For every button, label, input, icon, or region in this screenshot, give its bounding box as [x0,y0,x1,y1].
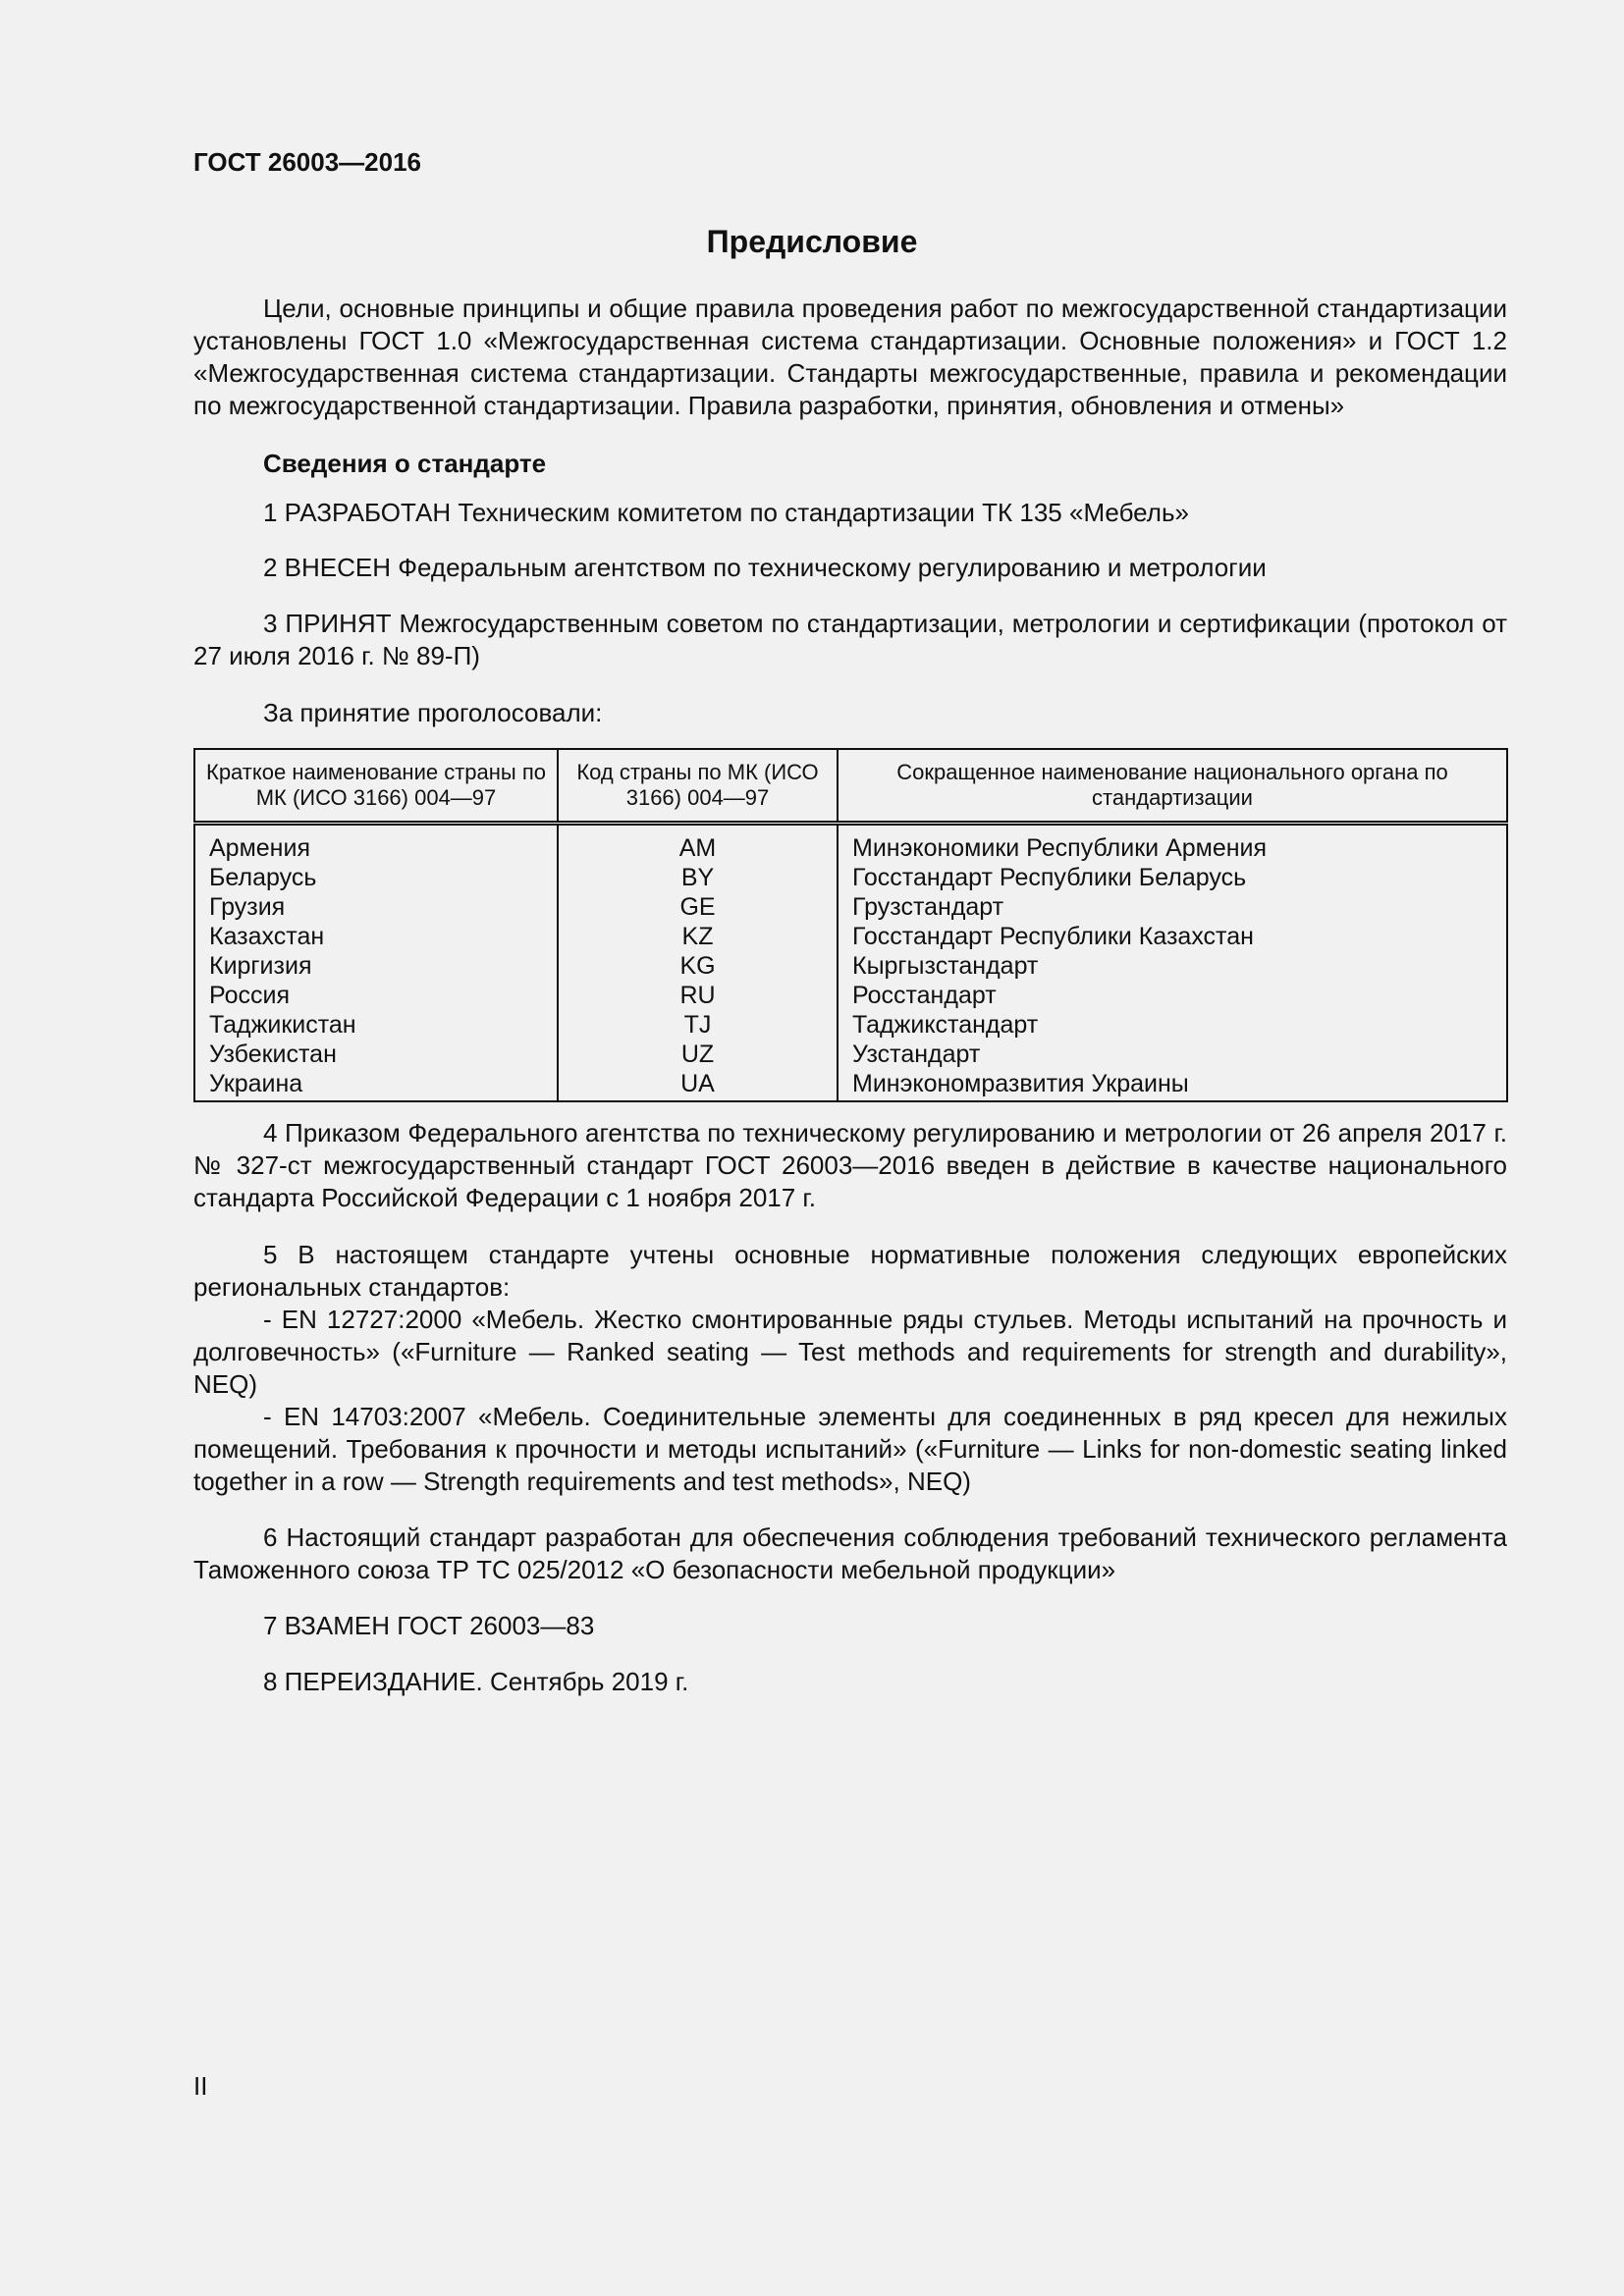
item-introduced: 2 ВНЕСЕН Федеральным агентством по техническому регулированию и метрологии [263,553,1267,582]
agency-cell: Грузстандарт [838,892,1507,922]
code-cell: UA [558,1069,838,1101]
code-cell: UZ [558,1040,838,1069]
code-cell: TJ [558,1010,838,1040]
agency-cell: Минэкономики Республики Армения [838,824,1507,864]
country-cell: Таджикистан [194,1010,558,1040]
code-cell: GE [558,892,838,922]
votes-table-wrap [193,748,1508,1102]
header-agency: Сокращенное наименование национального органа по стандартизации [838,749,1507,824]
country-cell: Узбекистан [194,1040,558,1069]
table-row [194,951,1507,981]
item-5-block [193,1239,1507,1498]
page-number: II [193,2071,208,2101]
agency-cell: Таджикстандарт [838,1010,1507,1040]
country-cell: Беларусь [194,863,558,892]
code-cell: BY [558,863,838,892]
country-cell: Украина [194,1069,558,1101]
agency-cell: Кыргызстандарт [838,951,1507,981]
voted-label-block [193,697,1507,729]
intro-block [193,293,1507,422]
item-en12727: - EN 12727:2000 «Мебель. Жестко смонтированные ряды стульев. Методы испытаний на прочность и долговечность» («Furniture — Ranked seating — Test methods and requirements for strength and durability», NEQ) [193,1305,1507,1399]
item-7-block [193,1610,1507,1642]
country-cell: Армения [194,824,558,864]
item-en14703: - EN 14703:2007 «Мебель. Соединительные элементы для соединенных в ряд кресел для нежилых помещений. Требования к прочности и методы испытаний» («Furniture — Links for non-domestic seating linked together in a row — Strength requirements and test methods», NEQ) [193,1402,1507,1496]
info-heading: Сведения о стандарте [263,449,547,478]
item-purpose: 6 Настоящий стандарт разработан для обеспечения соблюдения требований технического регламента Таможенного союза ТР ТС 025/2012 «О безопасности мебельной продукции» [193,1522,1507,1584]
item-3-block [193,608,1507,672]
table-row [194,981,1507,1010]
code-cell: AM [558,824,838,864]
item-1-block [193,497,1507,529]
code-cell: KZ [558,922,838,951]
table-row [194,863,1507,892]
item-european-intro: 5 В настоящем стандарте учтены основные нормативные положения следующих европейских региональных стандартов: [193,1240,1507,1302]
agency-cell: Росстандарт [838,981,1507,1010]
item-reissue: 8 ПЕРЕИЗДАНИЕ. Сентябрь 2019 г. [263,1667,689,1696]
code-cell: KG [558,951,838,981]
item-replaces: 7 ВЗАМЕН ГОСТ 26003—83 [263,1611,595,1640]
agency-cell: Узстандарт [838,1040,1507,1069]
document-id: ГОСТ 26003—2016 [193,147,421,177]
intro-paragraph: Цели, основные принципы и общие правила проведения работ по межгосударственной стандартизации установлены ГОСТ 1.0 «Межгосударственная система стандартизации. Основные положения» и ГОСТ 1.2 «Межгосударственная система стандартизации. Стандарты межгосударственные, правила и рекомендации по межгосударственной стандартизации. Правила разработки, принятия, обновления и отмены» [193,294,1507,420]
country-cell: Казахстан [194,922,558,951]
agency-cell: Госстандарт Республики Казахстан [838,922,1507,951]
item-2-block [193,552,1507,584]
item-order: 4 Приказом Федерального агентства по техническому регулированию и метрологии от 26 апреля 2017 г. № 327-ст межгосударственный стандарт ГОСТ 26003—2016 введен в действие в качестве национального стандарта Российской Федерации с 1 ноября 2017 г. [193,1118,1507,1212]
page-title: Предисловие [706,224,918,259]
info-heading-block [193,448,1507,480]
header-code: Код страны по МК (ИСО 3166) 004—97 [558,749,838,824]
agency-cell: Госстандарт Республики Беларусь [838,863,1507,892]
item-6-block [193,1522,1507,1586]
item-4-block [193,1117,1507,1214]
table-row [194,1010,1507,1040]
country-cell: Киргизия [194,951,558,981]
country-cell: Грузия [194,892,558,922]
item-adopted: 3 ПРИНЯТ Межгосударственным советом по стандартизации, метрологии и сертификации (протокол от 27 июля 2016 г. № 89-П) [193,609,1507,670]
voted-label: За принятие проголосовали: [263,698,603,727]
table-header-row [194,749,1507,824]
header-country: Краткое наименование страны по МК (ИСО 3166) 004—97 [194,749,558,824]
agency-cell: Минэкономразвития Украины [838,1069,1507,1101]
votes-table [193,748,1508,1102]
table-row [194,1069,1507,1101]
table-row [194,892,1507,922]
table-row [194,1040,1507,1069]
table-row [194,922,1507,951]
code-cell: RU [558,981,838,1010]
country-cell: Россия [194,981,558,1010]
item-developed: 1 РАЗРАБОТАН Техническим комитетом по стандартизации ТК 135 «Мебель» [263,498,1189,527]
table-row [194,824,1507,864]
item-8-block [193,1666,1507,1698]
